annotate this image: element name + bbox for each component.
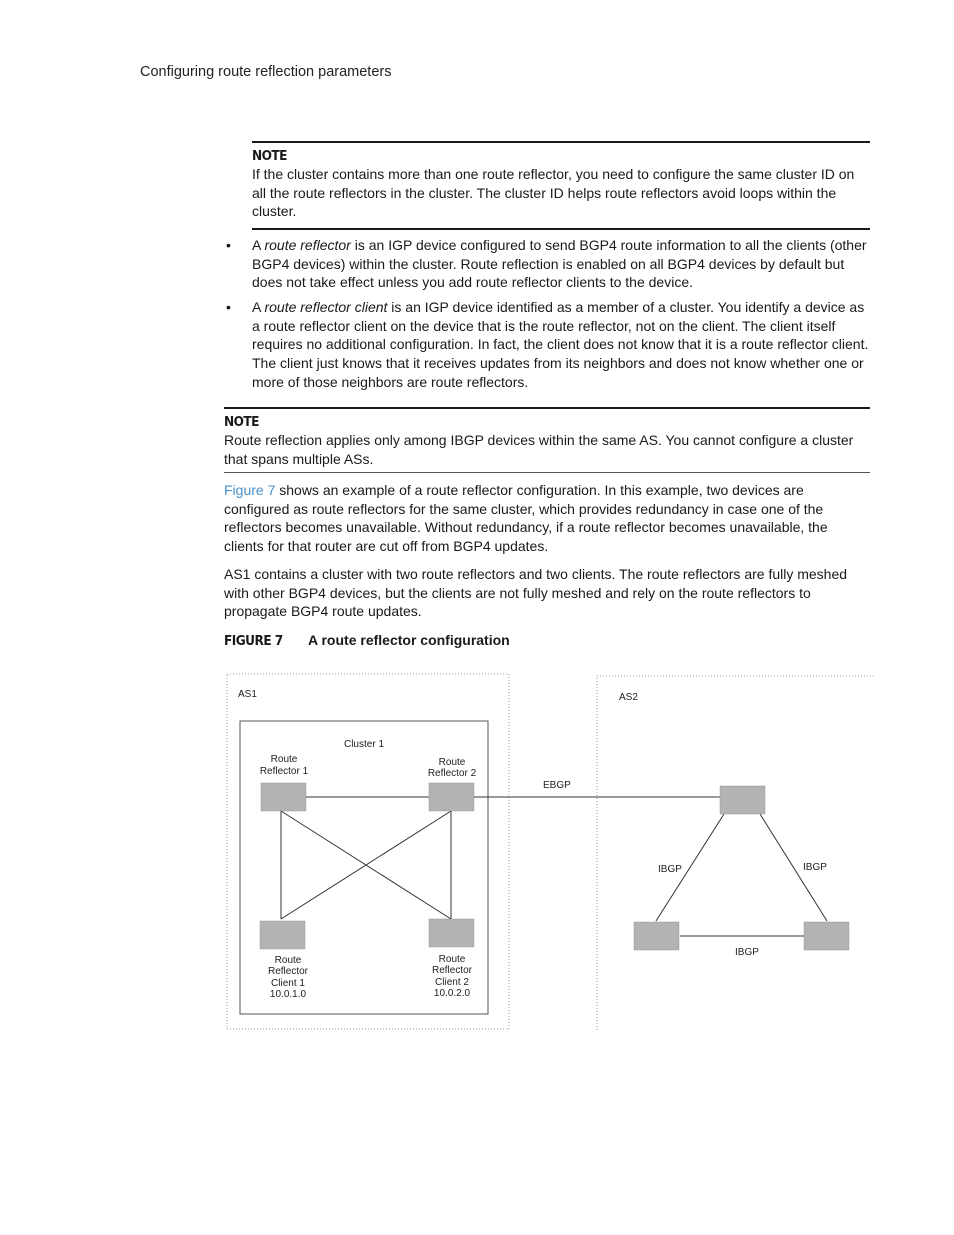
as1-label: AS1 (238, 689, 257, 700)
figure-title: A route reflector configuration (308, 632, 510, 648)
note-body: Route reflection applies only among IBGP devices within the same AS. You cannot configure a cluster that spans multiple ASs. (224, 432, 854, 467)
bullet-prefix: A (252, 299, 265, 315)
bullet-text: is an IGP device identified as a member of a cluster. You identify a device as a route reflector client on the device that is the route reflector, not on the client. The client itself requires no additional configuration. In fact, the client does not know that it is a route reflector client. The client just knows that it receives updates from its neighbors and does not know whether one or more of those neighbors are route reflectors. (252, 299, 869, 390)
rr1-label-line2: Reflector 1 (259, 766, 309, 777)
as2-left-device (634, 922, 679, 950)
client1-label-line3: Client 1 (271, 978, 305, 989)
client1-ip: 10.0.1.0 (269, 989, 307, 1000)
note-body: If the cluster contains more than one route reflector, you need to configure the same cluster ID on all the route reflectors in the cluster. The cluster ID helps route reflectors avoid loops within the cluster. (252, 166, 855, 220)
as2-boundary (597, 676, 874, 1030)
note-title: NOTE (252, 148, 287, 164)
bullet-dot: • (226, 237, 231, 253)
paragraph-as1-description: AS1 contains a cluster with two route reflectors and two clients. The route reflectors are fully meshed with other BGP4 devices, but the clients are not fully meshed and rely on the route reflectors to propagate BGP4 route updates. (224, 566, 848, 620)
ibgp-right-label: IBGP (803, 862, 827, 873)
client-1-device (260, 921, 305, 949)
as2-label: AS2 (619, 692, 638, 703)
term-route-reflector: route reflector (264, 237, 351, 253)
as2-top-device (720, 786, 765, 814)
rr2-label-line2: Reflector 2 (427, 768, 477, 779)
client2-label-line3: Client 2 (435, 977, 469, 988)
figure-number: FIGURE 7 (224, 633, 283, 649)
client2-label-line2: Reflector (431, 965, 473, 976)
figure-7-link[interactable]: Figure 7 (224, 482, 276, 498)
bullet-dot: • (226, 299, 231, 315)
ibgp-bottom-label: IBGP (735, 947, 759, 958)
client1-label-line1: Route (274, 955, 302, 966)
note-title: NOTE (224, 414, 259, 430)
client-2-device (429, 919, 474, 947)
route-reflector-2-device (429, 783, 474, 811)
bullet-prefix: A (252, 237, 265, 253)
cluster-label: Cluster 1 (343, 739, 385, 750)
client1-label-line2: Reflector (267, 966, 309, 977)
section-header: Configuring route reflection parameters (140, 64, 392, 80)
bullet-text: is an IGP device configured to send BGP4 route information to all the clients (other BGP4 devices) within the cluster. Route reflection is enabled on all BGP4 devices by default but does not take effect unless you add route reflector clients to the device. (252, 237, 867, 291)
client2-ip: 10.0.2.0 (433, 988, 471, 999)
ibgp-left-label: IBGP (658, 864, 682, 875)
ebgp-label: EBGP (543, 780, 571, 791)
rr2-label-line1: Route (438, 757, 466, 768)
paragraph-text: shows an example of a route reflector configuration. In this example, two devices are configured as route reflectors for the same cluster, which provides redundancy in case one of the reflectors becomes unavailable. Without redundancy, if a route reflector becomes unavailable, the clients for that router are cut off from BGP4 updates. (224, 482, 828, 555)
client2-label-line1: Route (438, 954, 466, 965)
rr1-label-line1: Route (270, 754, 298, 765)
as2-right-device (804, 922, 849, 950)
term-route-reflector-client: route reflector client (264, 299, 388, 315)
route-reflector-1-device (261, 783, 306, 811)
